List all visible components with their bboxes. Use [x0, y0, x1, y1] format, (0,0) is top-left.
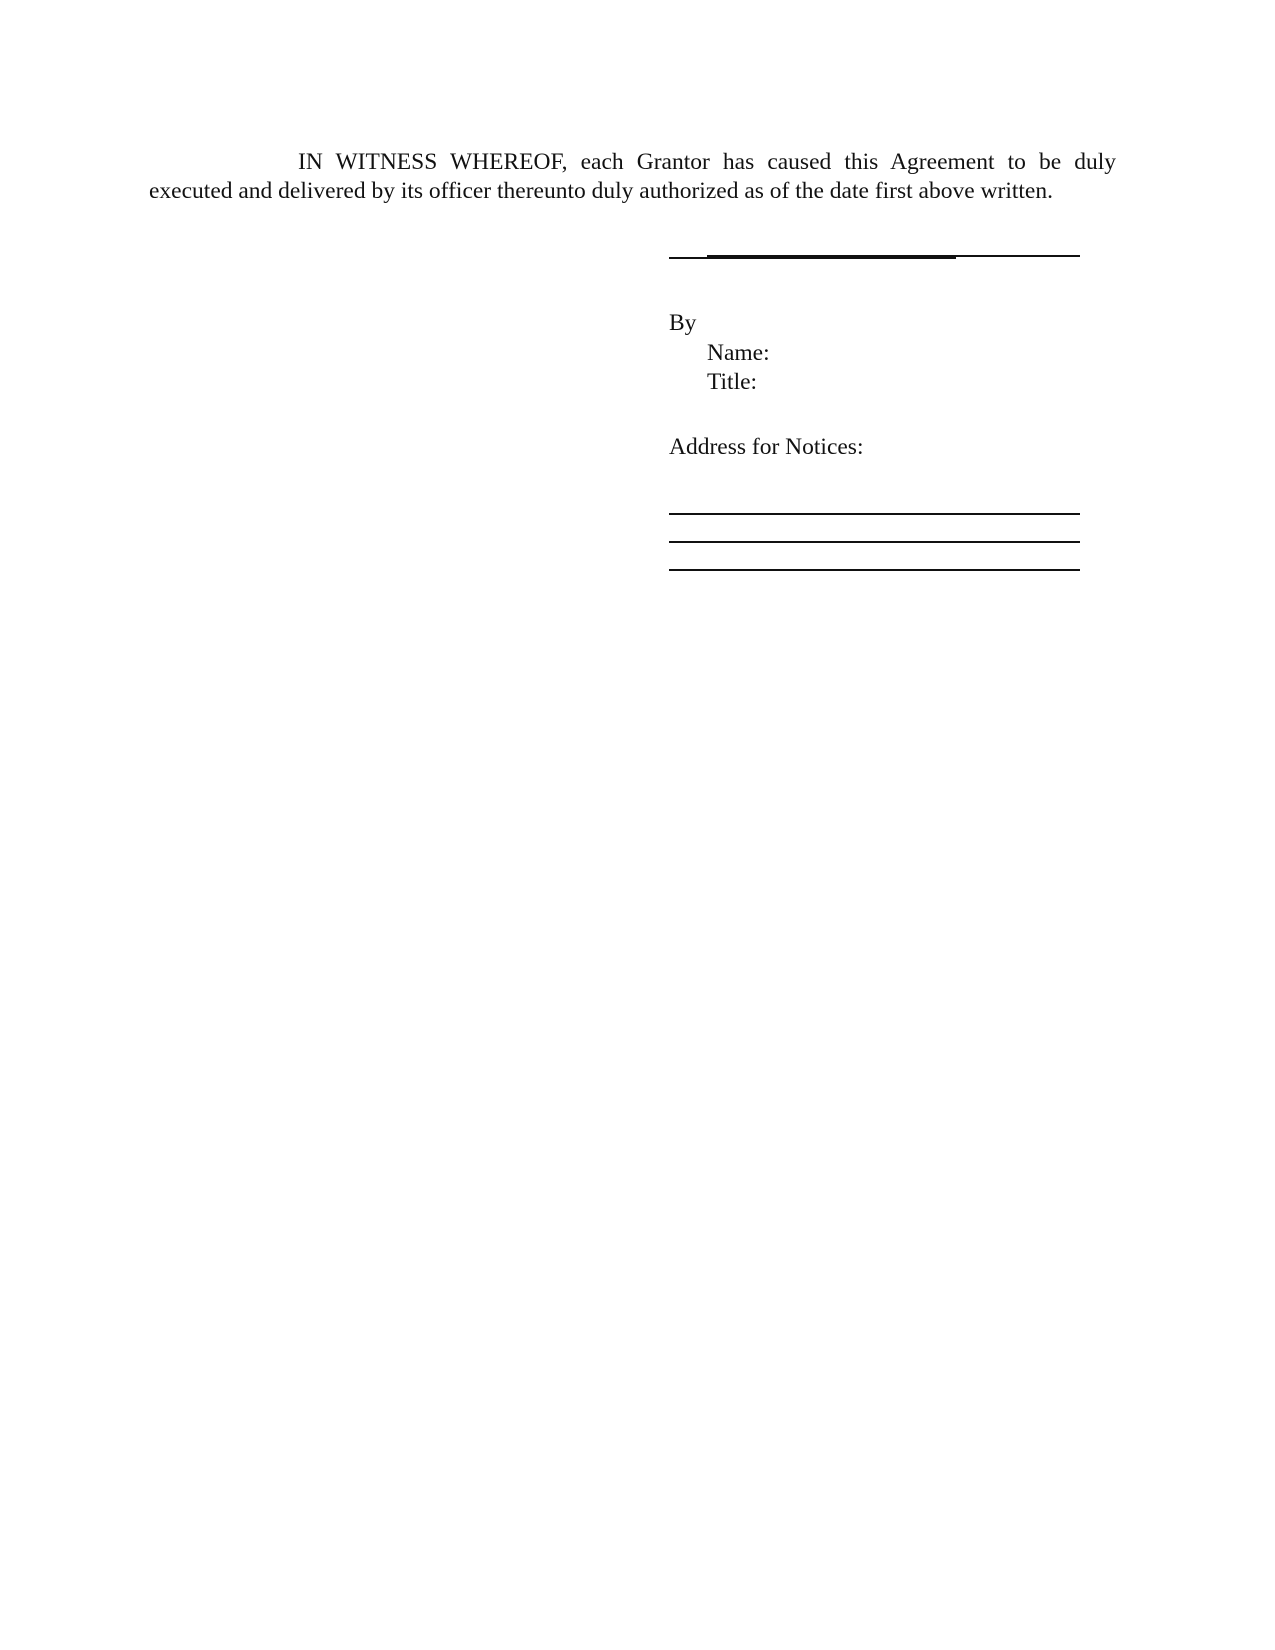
signature-line	[707, 255, 1080, 257]
witness-paragraph: IN WITNESS WHEREOF, each Grantor has caused this Agreement to be duly executed and delivered by its officer thereunto duly authorized as of the date first above written.	[149, 149, 1116, 204]
title-label: Title:	[707, 369, 758, 395]
address-line-2	[669, 541, 1080, 543]
entity-name-line	[669, 257, 956, 259]
address-line-3	[669, 569, 1080, 571]
name-label: Name:	[707, 340, 770, 366]
by-label: By	[669, 310, 697, 336]
address-for-notices-label: Address for Notices:	[669, 434, 864, 460]
address-line-1	[669, 513, 1080, 515]
